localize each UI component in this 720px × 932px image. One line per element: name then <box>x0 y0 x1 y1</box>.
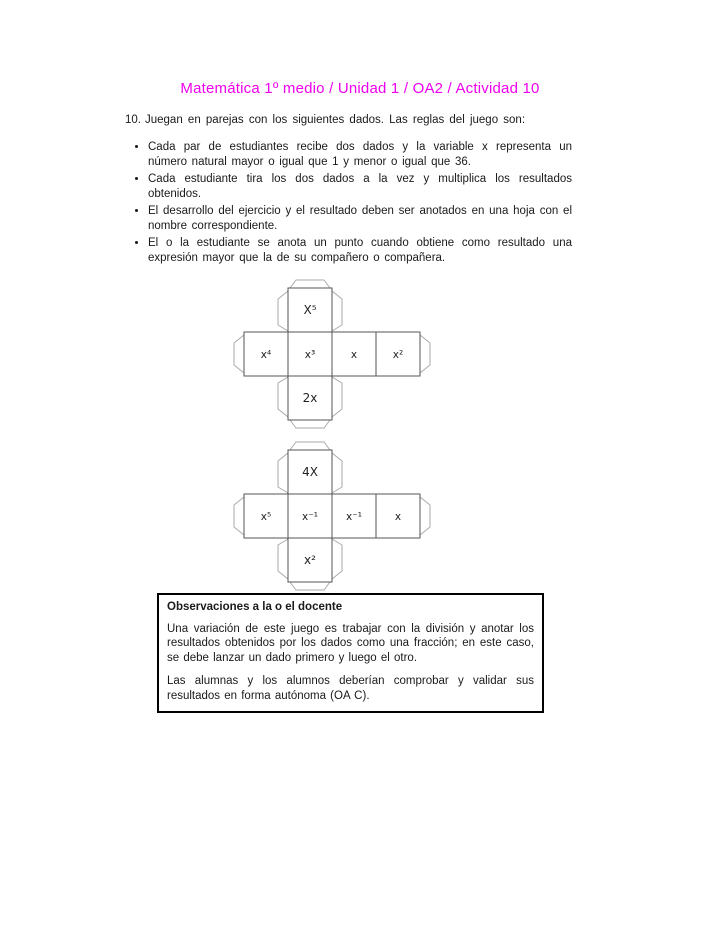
rule-item <box>148 236 572 265</box>
teacher-notes-paragraph: Las alumnas y los alumnos deberían comprobar y validar sus resultados en forma autónoma (OA C). <box>167 675 534 702</box>
rule-text: El desarrollo del ejercicio y el resultado deben ser anotados en una hoja con el nombre correspondiente. <box>148 205 572 232</box>
activity-number: 10. <box>125 114 141 126</box>
rule-text: Cada par de estudiantes recibe dos dados y la variable x representa un número natural mayor o igual que 1 y menor o igual que 36. <box>148 141 572 168</box>
die2-label-left: x⁵ <box>260 511 272 523</box>
page-title: Matemática 1º medio / Unidad 1 / OA2 / Actividad 10 <box>180 80 540 97</box>
rule-text: El o la estudiante se anota un punto cuando obtiene como resultado una expresión mayor que la de su compañero o compañera. <box>148 237 572 264</box>
die2-tab-bottom <box>290 582 330 590</box>
die1-label-far-right: x² <box>392 349 404 361</box>
die1-tab-top-left <box>278 291 288 331</box>
die2-tab-bottom-left <box>278 539 288 579</box>
die1-label-left: x⁴ <box>260 349 272 361</box>
activity-intro-line <box>125 113 553 128</box>
die2-net-drawing <box>232 440 432 592</box>
die1-tab-bottom-right <box>332 377 342 417</box>
die1-label-center: x³ <box>304 349 316 361</box>
die1-tab-bottom-left <box>278 377 288 417</box>
die1-tab-top-right <box>332 291 342 331</box>
rule-item <box>148 172 572 201</box>
die1-tab-left <box>234 335 244 373</box>
die1-label-bottom: 2x <box>302 391 318 405</box>
die2-tab-top-right <box>332 453 342 493</box>
teacher-notes-box <box>157 593 544 713</box>
die2-tab-left <box>234 497 244 535</box>
die1-label-right: x <box>350 349 358 361</box>
teacher-notes-title: Observaciones a la o el docente <box>167 601 343 613</box>
die1-net-drawing <box>232 278 432 430</box>
die2-label-bottom: x² <box>304 553 316 567</box>
rule-item <box>148 140 572 169</box>
die1-label-top: X⁵ <box>303 303 317 317</box>
rule-item <box>148 204 572 233</box>
rule-text: Cada estudiante tira los dos dados a la vez y multiplica los resultados obtenidos. <box>148 173 572 200</box>
die2-tab-bottom-right <box>332 539 342 579</box>
die2-label-far-right: x <box>394 511 402 523</box>
activity-intro-text: Juegan en parejas con los siguientes dados. Las reglas del juego son: <box>145 114 526 126</box>
teacher-notes-paragraph: Una variación de este juego es trabajar con la división y anotar los resultados obtenidos por los dados como una fracción; en este caso, se debe lanzar un dado primero y luego el otro. <box>167 622 534 664</box>
die2-tab-top <box>290 442 330 450</box>
die2-tab-top-left <box>278 453 288 493</box>
die2-label-center: x⁻¹ <box>302 511 318 523</box>
die1-tab-right <box>420 335 430 373</box>
die1-tab-bottom <box>290 420 330 428</box>
die1-tab-top <box>290 280 330 288</box>
die1-net <box>232 278 432 430</box>
die2-label-top: 4X <box>302 465 318 479</box>
die2-net <box>232 440 432 592</box>
die2-tab-right <box>420 497 430 535</box>
die2-label-right: x⁻¹ <box>346 511 362 523</box>
rules-list <box>127 140 572 268</box>
